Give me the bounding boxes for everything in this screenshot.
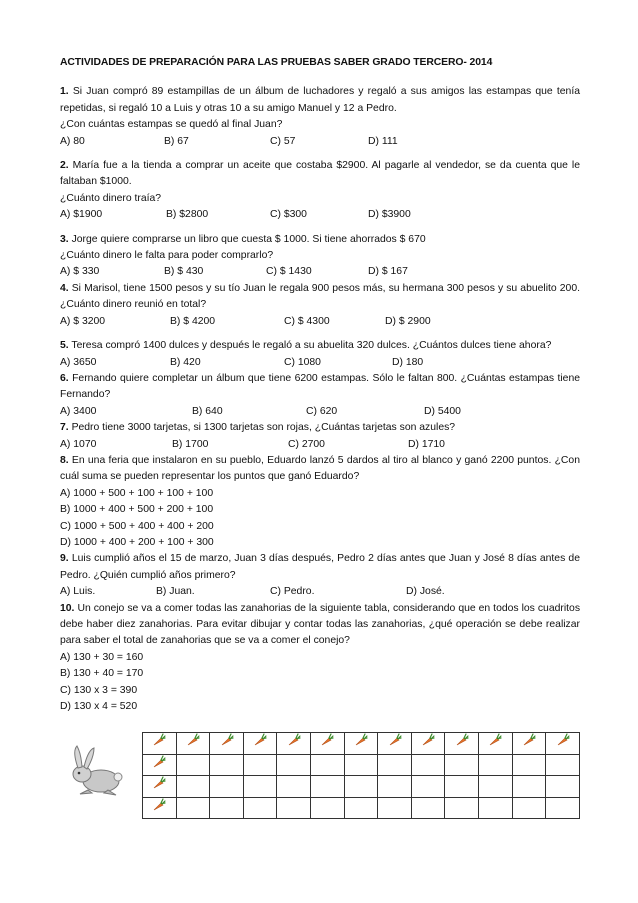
table-cell <box>243 733 277 754</box>
option-d: D) 130 x 4 = 520 <box>60 701 138 713</box>
question-7: 7. Pedro tiene 3000 tarjetas, si 1300 tarjetas son rojas, ¿Cuántas tarjetas son azules? A) 1070 B) 1700 C) 2700 D) 1710 <box>60 420 580 453</box>
table-cell <box>378 776 412 797</box>
option-b: B) 1700 <box>172 438 209 450</box>
table-cell <box>411 754 445 775</box>
table-cell <box>210 776 244 797</box>
option-d: D) $ 167 <box>368 266 408 278</box>
table-cell <box>277 797 311 818</box>
options <box>60 264 580 280</box>
carrot-table-figure <box>60 723 580 813</box>
table-cell <box>445 733 479 754</box>
option-b: B) 67 <box>164 135 189 147</box>
option-d: D) 1710 <box>408 438 445 450</box>
table-row <box>143 733 580 754</box>
table-cell <box>143 754 177 775</box>
table-cell <box>479 733 513 754</box>
carrot-icon <box>253 739 267 750</box>
table-cell <box>512 797 546 818</box>
option-d: D) $3900 <box>368 209 411 221</box>
table-cell <box>378 754 412 775</box>
option-c: C) $ 1430 <box>266 266 312 278</box>
question-8: 8. En una feria que instalaron en su pueblo, Eduardo lanzó 5 dardos al tiro al blanco y ganó 2200 puntos. ¿Con cuál suma se pueden representar los puntos que ganó Eduardo? A) 1000 + 500 + 100 + 100 + 100 B) 1000 + 400 + 500 + 200 + 100 C) 1000 + 500 + 400 + 400 + 200 D) 1000 + 400 + 200 + 100 + 300 <box>60 453 580 551</box>
table-cell <box>311 797 345 818</box>
table-cell <box>277 776 311 797</box>
table-cell <box>210 754 244 775</box>
option-d: D) José. <box>406 586 445 598</box>
question-6: 6. Fernando quiere completar un álbum que tiene 6200 estampas. Sólo le faltan 800. ¿Cuántas estampas tiene Fernando? A) 3400 B) 640 C) 620 D) 5400 <box>60 371 580 420</box>
table-cell <box>479 797 513 818</box>
option-b: B) 130 + 40 = 170 <box>60 668 144 680</box>
table-cell <box>243 754 277 775</box>
document-title: ACTIVIDADES DE PREPARACIÓN PARA LAS PRUEBAS SABER GRADO TERCERO- 2014 <box>60 57 493 68</box>
option-c: C) 130 x 3 = 390 <box>60 684 138 696</box>
table-cell <box>512 754 546 775</box>
table-cell <box>445 776 479 797</box>
carrot-icon <box>354 739 368 750</box>
options <box>60 486 580 552</box>
option-d: D) 5400 <box>424 405 461 417</box>
option-b: B) $ 430 <box>164 266 204 278</box>
table-row <box>143 754 580 775</box>
option-a: A) 80 <box>60 135 85 147</box>
option-d: D) 111 <box>368 135 398 147</box>
option-c: C) 620 <box>306 405 338 417</box>
table-cell <box>176 733 210 754</box>
table-cell <box>546 776 580 797</box>
table-cell <box>243 797 277 818</box>
table-cell <box>176 797 210 818</box>
options <box>60 314 580 330</box>
carrot-icon <box>152 782 166 793</box>
option-d: D) 1000 + 400 + 200 + 100 + 300 <box>60 536 214 548</box>
option-a: A) $ 330 <box>60 266 100 278</box>
option-c: C) 57 <box>270 135 296 147</box>
table-cell <box>311 733 345 754</box>
option-a: A) 1070 <box>60 438 97 450</box>
table-row <box>143 797 580 818</box>
question-5: 5. Teresa compró 1400 dulces y después le regaló a su abuelita 320 dulces. ¿Cuántos dulces tiene ahora? A) 3650 B) 420 C) 1080 D) 180 <box>60 338 580 371</box>
option-c: C) 1080 <box>284 356 321 368</box>
table-cell <box>210 797 244 818</box>
table-cell <box>512 776 546 797</box>
table-cell <box>243 776 277 797</box>
table-cell <box>143 797 177 818</box>
option-c: C) 2700 <box>288 438 325 450</box>
option-b: B) $ 4200 <box>170 315 216 327</box>
carrot-icon <box>152 761 166 772</box>
document-page <box>60 55 580 813</box>
option-d: D) $ 2900 <box>385 315 431 327</box>
option-d: D) 180 <box>392 356 424 368</box>
carrot-icon <box>488 739 502 750</box>
table-cell <box>546 797 580 818</box>
carrot-icon <box>421 739 435 750</box>
option-b: B) 640 <box>192 405 223 417</box>
table-cell <box>176 776 210 797</box>
options <box>60 355 580 371</box>
table-cell <box>344 776 378 797</box>
table-cell <box>445 754 479 775</box>
option-c: C) 1000 + 500 + 400 + 400 + 200 <box>60 520 214 532</box>
option-b: B) $2800 <box>166 209 209 221</box>
option-c: C) $300 <box>270 209 307 221</box>
table-cell <box>411 733 445 754</box>
option-c: C) Pedro. <box>270 586 315 598</box>
carrot-icon <box>320 739 334 750</box>
option-a: A) 130 + 30 = 160 <box>60 651 144 663</box>
table-cell <box>344 797 378 818</box>
table-cell <box>311 754 345 775</box>
table-cell <box>546 733 580 754</box>
question-1: 1. Si Juan compró 89 estampillas de un álbum de luchadores y regaló a sus amigos las estampas que tenía repetidas, si regaló 10 a Luis y otras 10 a su amigo Manuel y 12 a Pedro. ¿Con cuántas estampas se quedó al final Juan? A) 80 B) 67 C) 57 D) 111 <box>60 84 580 150</box>
carrot-icon <box>152 804 166 815</box>
question-4: 4. Si Marisol, tiene 1500 pesos y su tío Juan le regala 900 pesos más, su hermana 300 pesos y su abuelito 200. ¿Cuánto dinero reunió en total? A) $ 3200 B) $ 4200 C) $ 4300 D) $ 2900 <box>60 281 580 330</box>
rabbit-icon <box>68 743 126 798</box>
options <box>60 437 580 453</box>
carrot-icon <box>556 739 570 750</box>
option-a: A) 1000 + 500 + 100 + 100 + 100 <box>60 487 214 499</box>
option-b: B) Juan. <box>156 586 195 598</box>
table-cell <box>546 754 580 775</box>
options <box>60 207 580 223</box>
option-a: A) 3650 <box>60 356 97 368</box>
option-b: B) 420 <box>170 356 201 368</box>
carrot-table <box>142 732 580 819</box>
table-cell <box>411 797 445 818</box>
table-cell <box>378 733 412 754</box>
table-row <box>143 776 580 797</box>
table-cell <box>479 776 513 797</box>
option-a: A) Luis. <box>60 586 96 598</box>
carrot-icon <box>152 739 166 750</box>
table-cell <box>311 776 345 797</box>
table-cell <box>344 754 378 775</box>
table-cell <box>277 754 311 775</box>
carrot-icon <box>186 739 200 750</box>
table-cell <box>143 776 177 797</box>
question-9: 9. Luis cumplió años el 15 de marzo, Juan 3 días después, Pedro 2 días antes que Juan y José 8 días antes de Pedro. ¿Quién cumplió años primero? A) Luis. B) Juan. C) Pedro. D) José. <box>60 551 580 600</box>
option-a: A) $1900 <box>60 209 103 221</box>
option-a: A) $ 3200 <box>60 315 106 327</box>
table-cell <box>479 754 513 775</box>
carrot-icon <box>388 739 402 750</box>
table-cell <box>411 776 445 797</box>
question-10: 10. Un conejo se va a comer todas las zanahorias de la siguiente tabla, considerando que en todos los cuadritos debe haber diez zanahorias. Para evitar dibujar y contar todas las zanahorias, ¿qué operación se debe realizar para saber el total de zanahorias que se va a comer el conejo? A) 130 + 30 = 160 B) 130 + 40 = 170 C) 130 x 3 = 390 D) 130 x 4 = 520 <box>60 601 580 716</box>
options <box>60 134 580 150</box>
carrot-icon <box>220 739 234 750</box>
option-c: C) $ 4300 <box>284 315 330 327</box>
carrot-icon <box>522 739 536 750</box>
option-b: B) 1000 + 400 + 500 + 200 + 100 <box>60 504 214 516</box>
question-3: 3. Jorge quiere comprarse un libro que cuesta $ 1000. Si tiene ahorrados $ 670 ¿Cuánto dinero le falta para poder comprarlo? A) $ 330 B) $ 430 C) $ 1430 D) $ 167 <box>60 232 580 281</box>
options <box>60 404 580 420</box>
option-a: A) 3400 <box>60 405 97 417</box>
table-cell <box>378 797 412 818</box>
carrot-icon <box>287 739 301 750</box>
question-2: 2. María fue a la tienda a comprar un aceite que costaba $2900. Al pagarle al vendedor, se da cuenta que le faltaban $1000. ¿Cuánto dinero traía? A) $1900 B) $2800 C) $300 D) $3900 <box>60 158 580 224</box>
table-cell <box>210 733 244 754</box>
table-cell <box>176 754 210 775</box>
table-cell <box>512 733 546 754</box>
table-cell <box>143 733 177 754</box>
table-cell <box>344 733 378 754</box>
table-cell <box>277 733 311 754</box>
options <box>60 584 580 600</box>
options <box>60 650 580 716</box>
carrot-icon <box>455 739 469 750</box>
table-cell <box>445 797 479 818</box>
